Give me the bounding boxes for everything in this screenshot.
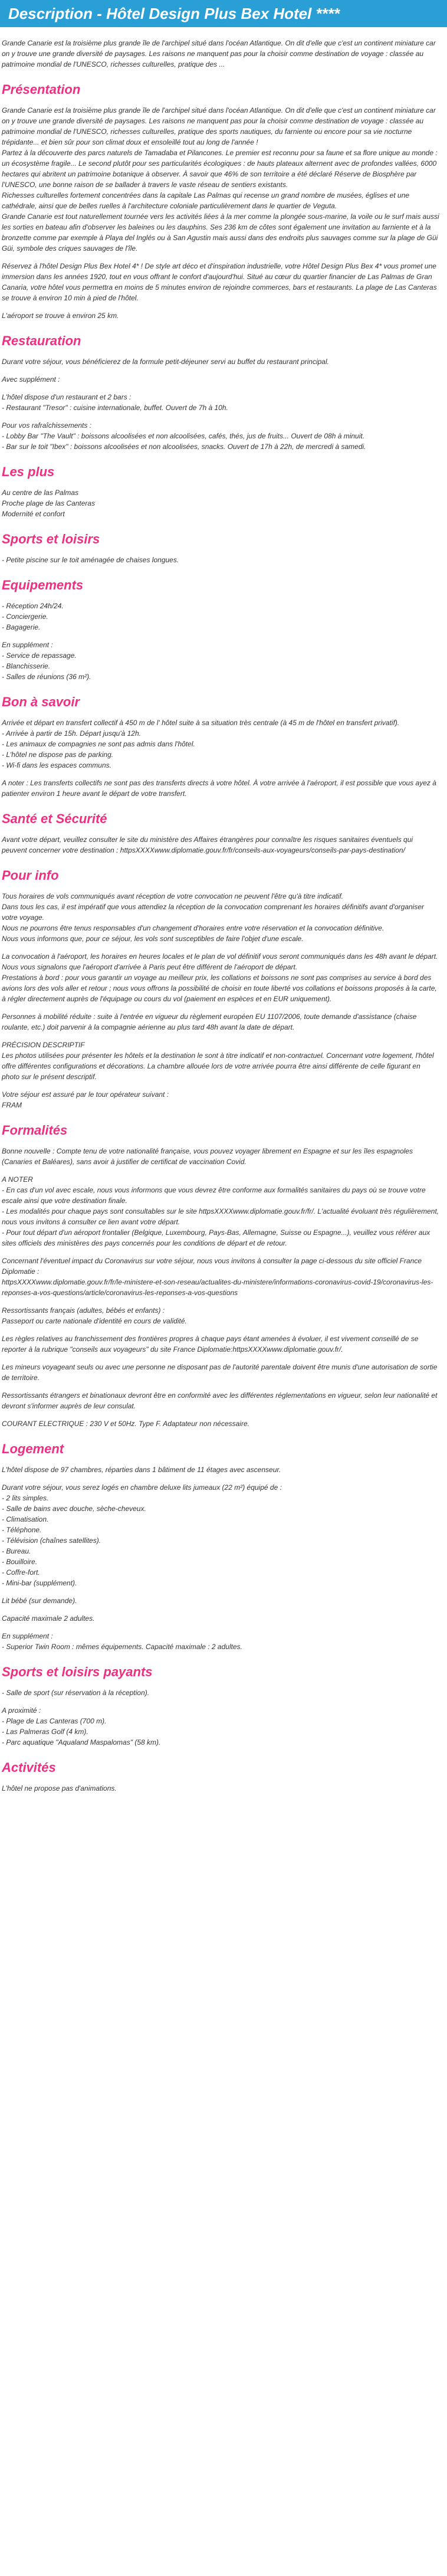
- paragraph: Concernant l'éventuel impact du Coronavirus sur votre séjour, nous vous invitons à consulter la page ci-dessous du site officiel France Diplomatie : httpsXXXXwww.diplomatie.gouv.fr/fr/le-ministere-et-son-reseau/actualites-du-ministere/informations-coronavirus-covid-19/coronavirus-les-reponses-a-vos-questions/article/coronavirus-les-reponses-a-vos-questions: [2, 1257, 433, 1297]
- paragraph: Pour vos rafraîchissements : - Lobby Bar "The Vault" : boissons alcoolisées et non alcoolisées, cafés, thés, jus de fruits... Ouvert de 08h à minuit. - Bar sur le toit "Ibex" : boissons alcoolisées et non alcoolisées, snacks. Ouvert de 17h à 22h, de mercredi à samedi.: [2, 421, 366, 451]
- paragraph: - Petite piscine sur le toit aménagée de chaises longues.: [2, 556, 179, 564]
- paragraph: - Réception 24h/24. - Conciergerie. - Bagagerie.: [2, 602, 64, 631]
- paragraph: COURANT ELECTRIQUE : 230 V et 50Hz. Type F. Adaptateur non nécessaire.: [2, 1420, 249, 1428]
- paragraph: En supplément : - Superior Twin Room : mêmes équipements. Capacité maximale : 2 adultes.: [2, 1632, 242, 1651]
- paragraph: La convocation à l'aéroport, les horaires en heures locales et le plan de vol définitif vous seront communiqués dans les 48h avant le départ. Nous vous signalons que l'aéroport d'arrivée à Paris peut être différent de l'aéroport de départ. Prestations à bord : pour vous garantir un voyage au meilleur prix, les collations et boissons ne sont pas comprises au service à bord des avions lors des vols aller et retour ; nous vous offrons la possibilité de choisir en toute liberté vos collations et boissons proposés à la carte, à régler directement auprès de l'équipage ou cours du vol (paiement en espèces et en EUR uniquement).: [2, 952, 438, 1003]
- paragraph: L'hôtel dispose d'un restaurant et 2 bars : - Restaurant "Tresor" : cuisine internationale, buffet. Ouvert de 7h à 10h.: [2, 393, 228, 412]
- paragraph: Au centre de las Palmas Proche plage de las Canteras Modernité et confort: [2, 489, 96, 518]
- heading-sante: Santé et Sécurité: [2, 811, 107, 826]
- section-loisirs-payants: [0, 1664, 447, 1748]
- section-activites: [0, 1759, 447, 1794]
- paragraph: Avant votre départ, veuillez consulter le site du ministère des Affaires étrangères pour connaître les risques sanitaires éventuels qui peuvent concerner votre destination : httpsXXXXwww.diplomatie.gouv.fr/fr/conseils-aux-voyageurs/conseils-par-pays-destination/: [2, 835, 413, 854]
- section-equipements: [0, 577, 447, 682]
- heading-plus: Les plus: [2, 464, 55, 479]
- section-info: [0, 867, 447, 1110]
- paragraph: Votre séjour est assuré par le tour opérateur suivant : FRAM: [2, 1090, 169, 1109]
- paragraph: Capacité maximale 2 adultes.: [2, 1614, 95, 1623]
- section-restauration: [0, 333, 447, 452]
- heading-equipements: Equipements: [2, 578, 84, 592]
- paragraph: A NOTER - En cas d'un vol avec escale, nous vous informons que vous devrez être conforme aux formalités sanitaires du pays où se trouve votre escale ainsi que votre destination finale. - Les modalités pour chaque pays sont consultables sur le site httpsXXXXwww.diplomatie.gouv.fr/fr/. L'actualité évoluant très régulièrement, nous vous invitons à consulter ce lien avant votre départ. - Pour tout départ d'un aéroport frontalier (Belgique, Luxembourg, Pays-Bas, Allemagne, Suisse ou Espagne...), veuillez vous référer aux sites officiels des ministères des pays concernés pour les conditions de départ et de retour.: [2, 1175, 439, 1247]
- heading-bon-a-savoir: Bon à savoir: [2, 694, 80, 709]
- paragraph: Les mineurs voyageant seuls ou avec une personne ne disposant pas de l'autorité parentale doivent être munis d'une autorisation de sortie de territoire.: [2, 1363, 438, 1382]
- section-presentation: [0, 81, 447, 321]
- heading-restauration: Restauration: [2, 333, 81, 348]
- paragraph: PRÉCISION DESCRIPTIF Les photos utilisées pour présenter les hôtels et la destination le sont à titre indicatif et non-contractuel. Concernant votre logement, l'hôtel offre différentes configurations et décorations. La chambre allouée lors de votre arrivée pourra être ainsi différente de celle figurant en photo sur le présent descriptif.: [2, 1041, 434, 1081]
- heading-sports: Sports et loisirs: [2, 532, 100, 546]
- section-formalites: [0, 1122, 447, 1429]
- section-bon-a-savoir: [0, 694, 447, 799]
- section-plus: [0, 464, 447, 519]
- heading-info: Pour info: [2, 868, 59, 883]
- paragraph: Grande Canarie est la troisième plus grande île de l'archipel situé dans l'océan Atlantique. On dit d'elle que c'est un continent miniature car on y trouve une grande diversité de paysages. Les raisons ne manquent pas pour la choisir comme destination de voyage : classée au patrimoine mondial de l'UNESCO, richesses culturelles, pratique des sports nautiques, du farniente ou encore pour sa vie nocturne trépidante... et bien sûr pour son climat doux et ensoleillé tout au long de l'année ! Partez à la découverte des parcs naturels de Tamadaba et Pilancones. Le premier est reconnu pour sa faune et sa flore unique au monde : un écosystème fragile... Le second plutôt pour ses particularités écologiques : de hauts plateaux alternent avec de profondes vallées, 6000 hectares qui abritent un patrimoine botanique à observer. À savoir que 46% de son territoire a été déclaré Réserve de Biosphère par l'UNESCO, une bonne raison de se ballader à travers le vaste réseau de sentiers existants. Richesses culturelles fortement concentrées dans la capitale Las Palmas qui recense un grand nombre de musées, églises et une cathédrale, ainsi que de belles ruelles à l'architecture coloniale particulièrement dans le quartier de Veguta. Grande Canarie est tout naturellement tournée vers les activités liées à la mer comme la plongée sous-marine, la voile ou le surf mais aussi les sorties en bateau afin d'observer les baleines ou les dauphins. Ses 236 km de côtes sont également une invitation au farniente et à la bronzette comme par exemple à Playa del Inglés ou à San Agustin mais aussi dans des endroits plus sauvages comme sur la plage de Güi Güi, symbole des criques sauvages de l'île.: [2, 106, 439, 253]
- paragraph: Personnes à mobilité réduite : suite à l'entrée en vigueur du règlement européen EU 1107/2006, toute demande d'assistance (chaise roulante, etc.) doit parvenir à la compagnie aérienne au plus tard 48h avant la date de départ.: [2, 1012, 417, 1031]
- paragraph: L'aéroport se trouve à environ 25 km.: [2, 312, 119, 320]
- paragraph: En supplément : - Service de repassage. - Blanchisserie. - Salles de réunions (36 m²).: [2, 641, 91, 681]
- paragraph: L'hôtel dispose de 97 chambres, réparties dans 1 bâtiment de 11 étages avec ascenseur.: [2, 1466, 281, 1474]
- heading-activites: Activités: [2, 1760, 56, 1775]
- paragraph: Ressortissants français (adultes, bébés et enfants) : Passeport ou carte nationale d'identité en cours de validité.: [2, 1306, 187, 1325]
- paragraph: Durant votre séjour, vous serez logés en chambre deluxe lits jumeaux (22 m²) équipé de : - 2 lits simples. - Salle de bains avec douche, sèche-cheveux. - Climatisation. - Téléphone. - Télévision (chaînes satellites). - Bureau. - Bouilloire. - Coffre-fort. - Mini-bar (supplément).: [2, 1483, 282, 1587]
- intro-text: Grande Canarie est la troisième plus grande île de l'archipel situé dans l'océan Atlantique. On dit d'elle que c'est un continent miniature car on y trouve une grande diversité de paysages. Les raisons ne manquent pas pour la choisir comme destination de voyage : classée au patrimoine mondial de l'UNESCO, richesses culturelles, pratique des ...: [2, 39, 436, 68]
- heading-loisirs-payants: Sports et loisirs payants: [2, 1664, 153, 1679]
- paragraph: Durant votre séjour, vous bénéficierez de la formule petit-déjeuner servi au buffet du restaurant principal.: [2, 358, 329, 366]
- paragraph: Réservez à l'hôtel Design Plus Bex Hotel 4* ! De style art déco et d'inspiration industrielle, votre Hôtel Design Plus Bex 4* vous promet une immersion dans les années 1920, tout en vous offrant le confort d'aujourd'hui. Situé au cœur du quartier financier de Las Palmas de Gran Canaria, votre hôtel vous permettra en moins de 5 minutes environ de rejoindre commerces, bars et restaurants. La plage de Las Canteras se trouve à environ 10 min à pied de l'hôtel.: [2, 262, 437, 302]
- section-logement: [0, 1441, 447, 1652]
- paragraph: Les règles relatives au franchissement des frontières propres à chaque pays étant amenées à évoluer, il est vivement conseillé de se reporter à la rubrique "conseils aux voyageurs" du site France Diplomatie:httpsXXXXwww.diplomatie.gouv.fr/.: [2, 1335, 419, 1353]
- heading-presentation: Présentation: [2, 82, 81, 97]
- paragraph: Arrivée et départ en transfert collectif à 450 m de l' hôtel suite à sa situation très centrale (à 45 m de l'hôtel en transfert privatif). - Arrivée à partir de 15h. Départ jusqu'à 12h. - Les animaux de compagnies ne sont pas admis dans l'hôtel. - L'hôtel ne dispose pas de parking. - Wi-fi dans les espaces communs.: [2, 719, 400, 769]
- paragraph: A proximité : - Plage de Las Canteras (700 m). - Las Palmeras Golf (4 km). - Parc aquatique "Aqualand Maspalomas" (58 km).: [2, 1706, 161, 1746]
- paragraph: Lit bébé (sur demande).: [2, 1597, 77, 1605]
- paragraph: Avec supplément :: [2, 375, 60, 384]
- paragraph: Tous horaires de vols communiqués avant réception de votre convocation ne peuvent l'être qu'à titre indicatif. Dans tous les cas, il est impératif que vous attendiez la réception de la convocation comprenant les horaires définitifs avant d'organiser votre voyage. Nous ne pourrons être tenus responsables d'un changement d'horaires entre votre réservation et la convocation définitive. Nous vous informons que, pour ce séjour, les vols sont susceptibles de faire l'objet d'une escale.: [2, 892, 425, 943]
- paragraph: Bonne nouvelle : Compte tenu de votre nationalité française, vous pouvez voyager librement en Espagne et sur les îles espagnoles (Canaries et Baléares), sans avoir à justifier de certificat de vaccination Covid.: [2, 1147, 413, 1166]
- heading-logement: Logement: [2, 1441, 64, 1456]
- paragraph: L'hôtel ne propose pas d'animations.: [2, 1784, 117, 1792]
- section-sports: [0, 531, 447, 565]
- section-sante: [0, 811, 447, 856]
- page-title: Description - Hôtel Design Plus Bex Hotel ****: [0, 0, 447, 27]
- intro-block: [0, 38, 447, 70]
- heading-formalites: Formalités: [2, 1123, 68, 1138]
- paragraph: - Salle de sport (sur réservation à la réception).: [2, 1689, 150, 1697]
- paragraph: A noter : Les transferts collectifs ne sont pas des transferts directs à votre hôtel. À votre arrivée à l'aéroport, il est possible que vous ayez à patienter environ 1 heure avant le départ de votre transfert.: [2, 779, 436, 798]
- paragraph: Ressortissants étrangers et binationaux devront être en conformité avec les différentes réglementations en vigueur, selon leur nationalité et devront s'informer auprès de leur consulat.: [2, 1391, 438, 1410]
